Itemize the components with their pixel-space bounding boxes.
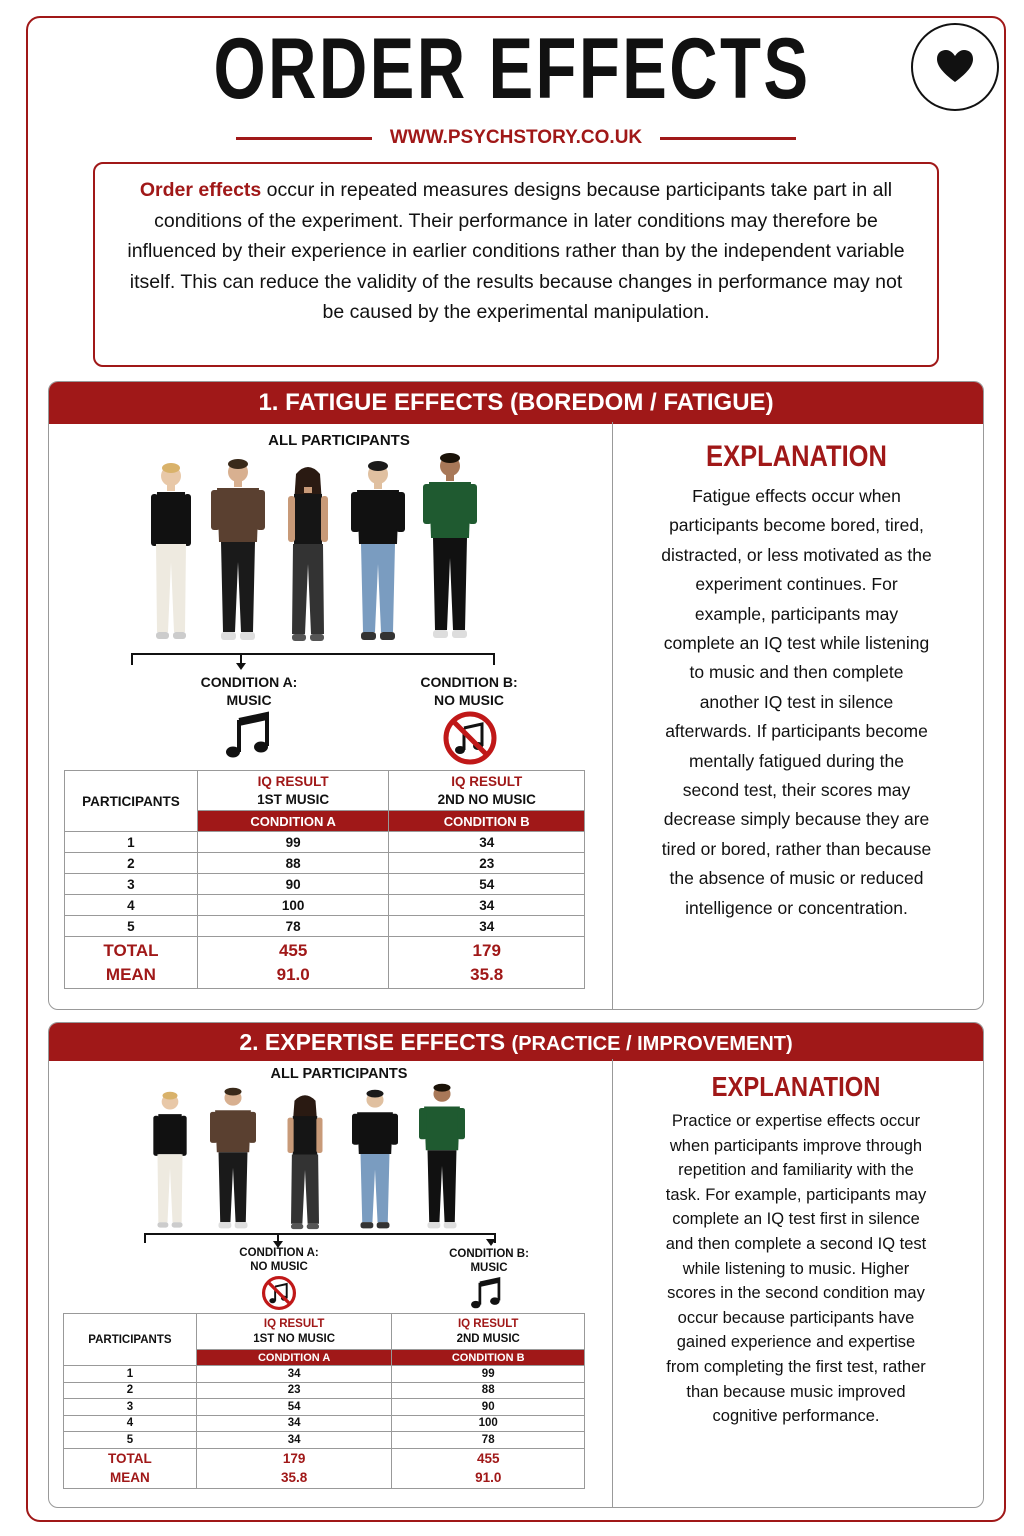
condition-b-value: NO MUSIC <box>434 691 504 708</box>
page-title: ORDER EFFECTS <box>213 21 811 117</box>
col-a-title: IQ RESULT <box>257 773 329 789</box>
participant-figure <box>423 452 477 644</box>
bracket-tick <box>277 1233 279 1241</box>
col-a-sub: 1ST NO MUSIC <box>253 1332 336 1345</box>
participants-header: PARTICIPANTS <box>65 771 198 832</box>
total-b: 455 <box>476 1451 500 1466</box>
participant-figure <box>147 462 195 646</box>
participant-figure <box>211 458 265 646</box>
mean-a: 91.0 <box>276 964 310 984</box>
explanation-text: Practice or expertise effects occur when participants improve through repetition and familiarity with the task. For example, participants may complete an IQ test first in silence and then complete a second IQ test while listening to music. Higher scores in the second condition may occur because participants have gained experience and expertise from completing the first test, rather than because music improved cognitive performance. <box>665 1112 927 1426</box>
condition-b-value: MUSIC <box>470 1262 508 1275</box>
all-participants-label: ALL PARTICIPANTS <box>268 432 410 449</box>
participants-group <box>144 1087 494 1237</box>
col-a-title: IQ RESULT <box>263 1317 325 1330</box>
col-b-header <box>389 771 585 811</box>
table-row: 2 23 88 <box>64 1382 585 1399</box>
table-row: 4 34 100 <box>64 1415 585 1432</box>
totals-row <box>64 1448 585 1488</box>
col-b-sub: 2ND NO MUSIC <box>437 791 536 807</box>
table-row: 4 100 34 <box>65 895 585 916</box>
bracket-arrow <box>486 1239 496 1246</box>
condition-b-label <box>424 1247 554 1276</box>
col-b-header <box>392 1314 585 1350</box>
col-b-title: IQ RESULT <box>451 773 523 789</box>
table-row: 5 34 78 <box>64 1432 585 1449</box>
condition-a-title: CONDITION A: <box>200 674 298 690</box>
expertise-heading-sub: (PRACTICE / IMPROVEMENT) <box>511 1033 793 1055</box>
condition-a-label <box>169 674 329 709</box>
col-b-title: IQ RESULT <box>457 1317 519 1330</box>
total-a: 179 <box>282 1451 306 1466</box>
table-row: 5 78 34 <box>65 916 585 937</box>
intro-highlight: Order effects <box>139 179 262 201</box>
participant-figure <box>210 1087 256 1233</box>
participants-header: PARTICIPANTS <box>64 1314 197 1366</box>
condition-b-label <box>389 674 549 709</box>
participant-figure <box>351 460 405 646</box>
music-note-icon <box>468 1275 504 1311</box>
condition-a-value: MUSIC <box>226 691 272 708</box>
expertise-section <box>48 1022 984 1508</box>
condition-a-label <box>214 1246 344 1275</box>
expertise-heading <box>49 1023 983 1061</box>
fatigue-results-table <box>64 770 585 989</box>
condition-a-bar: CONDITION A <box>197 811 389 832</box>
total-label: TOTAL <box>108 1451 152 1466</box>
website-url[interactable]: WWW.PSYCHSTORY.CO.UK <box>389 127 643 148</box>
condition-b-title: CONDITION B: <box>449 1248 529 1260</box>
mean-label: MEAN <box>110 1470 150 1485</box>
table-row: 1 99 34 <box>65 832 585 853</box>
mean-label: MEAN <box>105 964 156 984</box>
table-row: 3 54 90 <box>64 1399 585 1416</box>
total-a: 455 <box>278 940 308 960</box>
total-b: 179 <box>472 940 501 960</box>
participant-figure <box>419 1083 465 1233</box>
total-label: TOTAL <box>103 940 159 960</box>
explanation-text: Fatigue effects occur when participants become bored, tired, distracted, or less motivated as the experiment continues. For example, participants may complete an IQ test while listening to music and then complete another IQ test in silence afterwards. If participants become mentally fatigued during the second test, their scores may decrease simply because they are tired or bored, rather than because the absence of music or reduced intelligence or concentration. <box>661 486 932 918</box>
participant-figure <box>284 464 332 646</box>
col-b-sub: 2ND MUSIC <box>456 1332 520 1345</box>
heart-icon <box>935 47 975 87</box>
no-music-icon <box>261 1275 297 1311</box>
intro-box <box>93 162 939 367</box>
explanation-title: EXPLANATION <box>711 1071 881 1102</box>
heart-badge <box>911 23 999 111</box>
website-row <box>236 126 796 150</box>
totals-row <box>65 937 585 989</box>
fatigue-section <box>48 381 984 1010</box>
participant-figure <box>352 1089 398 1233</box>
condition-a-value: NO MUSIC <box>250 1261 308 1274</box>
participants-group <box>139 458 489 648</box>
table-row: 2 88 23 <box>65 853 585 874</box>
condition-b-bar: CONDITION B <box>392 1350 585 1366</box>
condition-b-title: CONDITION B: <box>420 674 518 690</box>
expertise-heading-main: 2. EXPERTISE EFFECTS <box>239 1029 506 1055</box>
condition-a-bar: CONDITION A <box>196 1350 392 1366</box>
col-a-header <box>197 771 389 811</box>
participant-figure <box>284 1093 326 1233</box>
section-divider <box>612 1059 613 1507</box>
condition-bracket <box>131 653 495 665</box>
all-participants-label: ALL PARTICIPANTS <box>270 1066 408 1082</box>
explanation-title: EXPLANATION <box>706 440 887 473</box>
bracket-tick <box>240 653 242 663</box>
participant-figure <box>150 1091 190 1233</box>
divider-rule <box>236 137 372 140</box>
mean-a: 35.8 <box>280 1470 308 1485</box>
section-divider <box>612 422 613 1009</box>
condition-a-title: CONDITION A: <box>239 1247 319 1259</box>
no-music-icon <box>442 710 498 766</box>
mean-b: 91.0 <box>475 1470 502 1485</box>
table-row: 3 90 54 <box>65 874 585 895</box>
divider-rule <box>660 137 796 140</box>
bracket-arrow <box>236 663 246 670</box>
condition-bracket <box>144 1233 496 1243</box>
table-row: 1 34 99 <box>64 1366 585 1383</box>
condition-b-bar: CONDITION B <box>389 811 585 832</box>
expertise-results-table <box>63 1313 585 1489</box>
intro-text: occur in repeated measures designs because participants take part in all conditions of the experiment. Their performance in later conditions may therefore be influenced by their experience in earlier conditions rather than by the independent variable itself. This can reduce the validity of the results because changes in performance may not be caused by the experimental manipulation. <box>127 179 905 323</box>
mean-b: 35.8 <box>470 964 504 984</box>
music-note-icon <box>221 708 275 762</box>
fatigue-heading: 1. FATIGUE EFFECTS (BOREDOM / FATIGUE) <box>49 382 983 424</box>
col-a-sub: 1ST MUSIC <box>257 791 330 807</box>
col-a-header <box>196 1314 392 1350</box>
